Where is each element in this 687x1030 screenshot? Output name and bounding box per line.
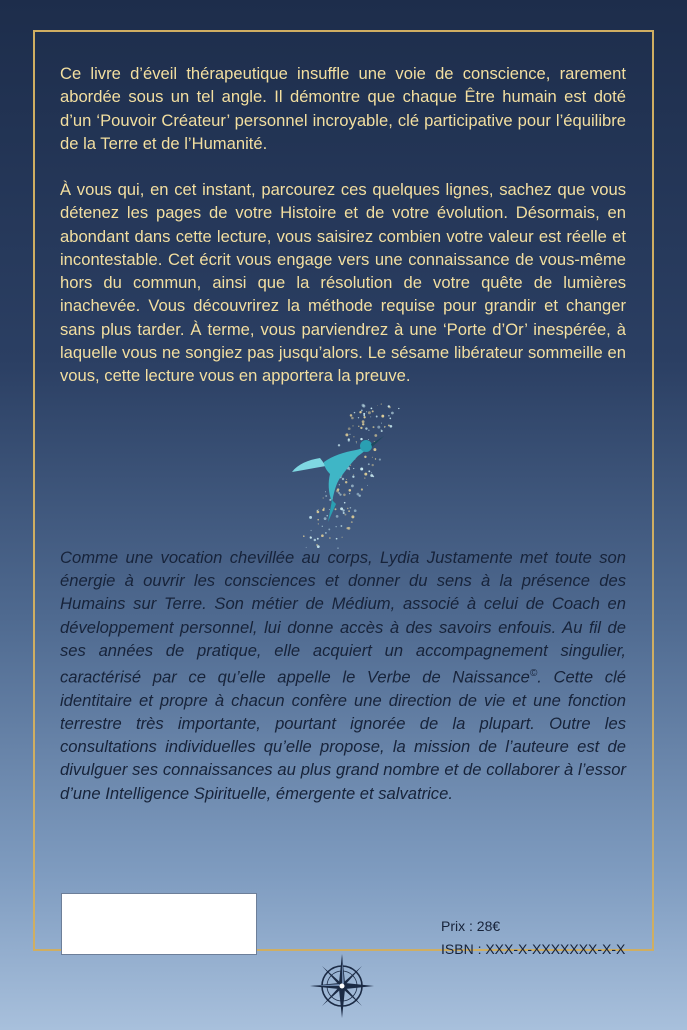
price-label: Prix : 28€ bbox=[441, 918, 501, 934]
summary-paragraph-1: Ce livre d’éveil thérapeutique insuffle une voie de conscience, rarement abordée sous un tel angle. Il démontre que chaque Être humain est doté d’un ‘Pouvoir Créateur’ personnel incroyable, clé participative pour l’équilibre de la Terre et de l’Humanité. bbox=[60, 64, 626, 153]
author-bio-text-continued: . Cette clé identitaire et propre à chacun confère une direction de vie et une fonction terrestre très importante, pourtant ignorée de la plupart. Outre les consultations individuelles qu’elle propose, la mission de l’auteure est de divulguer ses connaissances au plus grand nombre et de collaborer à l’essor d’une Intelligence Spirituelle, émergente et salvatrice. bbox=[60, 667, 626, 803]
sparkle-particles bbox=[303, 403, 399, 548]
barcode-box bbox=[61, 893, 257, 955]
author-bio-text: Comme une vocation chevillée au corps, Lydia Justamente met toute son énergie à ouvrir les consciences et donner du sens à la présence des Humains sur Terre. Son métier de Médium, associé à celui de Coach en développement personnel, lui donne accès à des savoirs enfouis. Au fil de ses années de pratique, elle acquiert un accompagnement singulier, caractérisé par ce qu’elle appelle le Verbe de Naissance bbox=[60, 548, 626, 687]
copyright-mark: © bbox=[529, 668, 538, 680]
author-bio bbox=[60, 546, 626, 805]
compass-rose-icon bbox=[308, 952, 376, 1020]
summary-paragraph-2: À vous qui, en cet instant, parcourez ces quelques lignes, sachez que vous détenez les pages de votre Histoire et de votre évolution. Désormais, en abondant dans cette lecture, vous saisirez combien votre valeur est réelle et incontestable. Cet écrit vous engage vers une connaissance de vous-même hors du commun, ainsi que la résolution de votre quête de lumières inachevée. Vous découvrirez la méthode requise pour grandir et changer sans plus tarder. À terme, vous parviendrez à une ‘Porte d’Or’ inespérée, à laquelle vous ne songiez pas jusqu’alors. Le sésame libérateur sommeille en vous, cette lecture vous en apportera la preuve. bbox=[60, 180, 626, 386]
hummingbird-icon bbox=[278, 400, 408, 550]
isbn-label: ISBN : XXX-X-XXXXXXX-X-X bbox=[441, 941, 626, 957]
